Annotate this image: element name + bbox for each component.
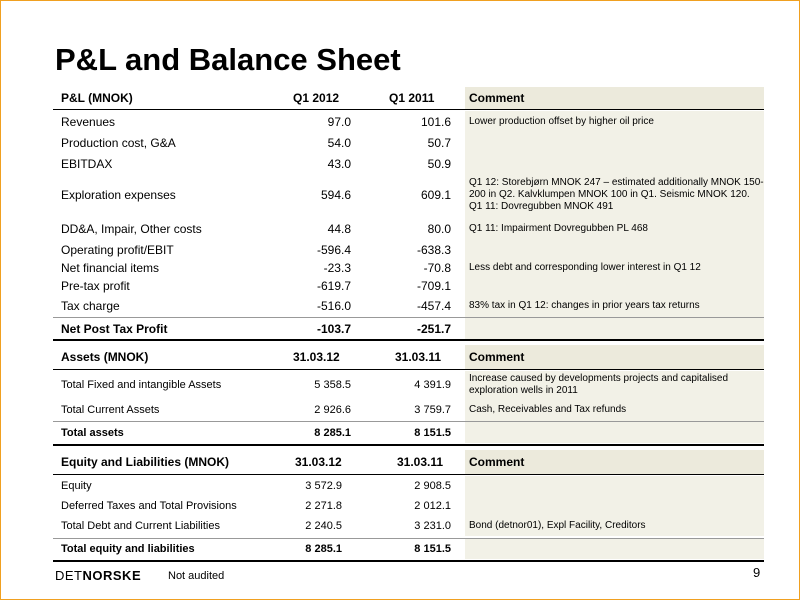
- equity-table: [53, 450, 764, 560]
- row-label: Total Debt and Current Liabilities: [61, 520, 220, 532]
- audit-note: Not audited: [168, 570, 225, 582]
- value-q1-2011: 50.9: [427, 156, 451, 171]
- equity-header-comment: Comment: [465, 450, 764, 474]
- row-comment: [465, 476, 764, 496]
- value-q1-2011: 609.1: [420, 188, 451, 202]
- value-q1-2011: -70.8: [423, 261, 451, 275]
- pl-header-label: P&L (MNOK): [61, 91, 133, 105]
- pl-row: [53, 277, 764, 295]
- row-comment: 83% tax in Q1 12: changes in prior years tax returns: [465, 295, 764, 317]
- total-comment: [465, 318, 764, 339]
- row-comment: Q1 12: Storebjørn MNOK 247 – estimated additionally MNOK 150- 200 in Q2. Kalvklumpen MNOK 100 in Q1. Seismic MNOK 120. Q1 11: Dovregubben MNOK 491: [465, 174, 764, 216]
- row-comment: [465, 277, 764, 295]
- value-31-03-11: 3 759.7: [414, 404, 451, 416]
- value-31-03-11: 2 012.1: [414, 500, 451, 512]
- value-31-03-11: 2 908.5: [414, 480, 451, 492]
- total-label: Total equity and liabilities: [61, 543, 195, 555]
- row-label: Total Fixed and intangible Assets: [61, 379, 222, 391]
- section-rule: [53, 339, 764, 341]
- logo-text-norske: NORSKE: [82, 568, 142, 583]
- company-logo: [55, 568, 141, 583]
- total-31-03-11: 8 151.5: [414, 543, 451, 555]
- assets-row: [53, 399, 764, 421]
- pl-row: [53, 132, 764, 153]
- row-label: Deferred Taxes and Total Provisions: [61, 500, 237, 512]
- row-label: Tax charge: [61, 299, 120, 313]
- pl-header-q1-2011: Q1 2011: [389, 91, 435, 105]
- value-31-03-11: 3 231.0: [414, 520, 451, 532]
- row-comment: Bond (detnor01), Expl Facility, Creditors: [465, 516, 764, 536]
- row-comment: Less debt and corresponding lower interest in Q1 12: [465, 259, 764, 277]
- pl-header-comment: Comment: [465, 87, 764, 109]
- value-31-03-12: 3 572.9: [305, 480, 342, 492]
- section-rule: [53, 444, 764, 446]
- row-label: Revenues: [61, 114, 116, 129]
- row-label: Net financial items: [61, 261, 160, 275]
- row-comment: [465, 496, 764, 516]
- row-label: Production cost, G&A: [61, 135, 176, 150]
- equity-header-row: [53, 450, 764, 474]
- row-label: EBITDAX: [61, 156, 113, 171]
- page-title: P&L and Balance Sheet: [55, 42, 401, 77]
- row-comment: Q1 11: Impairment Dovregubben PL 468: [465, 216, 764, 241]
- value-q1-2012: -23.3: [323, 261, 351, 275]
- equity-header-date-2: 31.03.11: [397, 455, 444, 469]
- value-q1-2012: -619.7: [316, 279, 351, 293]
- assets-header-date-1: 31.03.12: [293, 350, 340, 364]
- row-label: DD&A, Impair, Other costs: [61, 221, 202, 236]
- value-31-03-12: 2 240.5: [305, 520, 342, 532]
- equity-row: [53, 476, 764, 496]
- total-q1-2011: -251.7: [416, 321, 451, 336]
- page-number: 9: [753, 565, 761, 580]
- row-label: Equity: [61, 480, 92, 492]
- value-31-03-11: 4 391.9: [414, 379, 451, 391]
- value-q1-2011: -638.3: [416, 243, 451, 257]
- assets-header-row: [53, 345, 764, 369]
- row-comment: Cash, Receivables and Tax refunds: [465, 399, 764, 421]
- pl-table: [53, 87, 764, 339]
- equity-header-label: Equity and Liabilities (MNOK): [61, 455, 230, 469]
- assets-header-rule: [53, 369, 764, 370]
- value-q1-2011: 80.0: [427, 221, 451, 236]
- value-q1-2012: 97.0: [327, 114, 351, 129]
- equity-row: [53, 516, 764, 536]
- row-label: Pre-tax profit: [61, 279, 130, 293]
- value-q1-2012: -516.0: [316, 299, 351, 313]
- row-label: Total Current Assets: [61, 404, 160, 416]
- assets-row: [53, 371, 764, 399]
- row-comment: [465, 132, 764, 153]
- total-label: Net Post Tax Profit: [61, 321, 168, 336]
- total-label: Total assets: [61, 426, 124, 439]
- value-31-03-12: 2 926.6: [314, 404, 351, 416]
- value-q1-2012: -596.4: [316, 243, 351, 257]
- total-31-03-11: 8 151.5: [414, 426, 451, 439]
- pl-total-row: [53, 318, 764, 339]
- logo-text-det: DET: [55, 568, 83, 583]
- pl-row: [53, 216, 764, 241]
- value-31-03-12: 5 358.5: [314, 379, 351, 391]
- assets-header-date-2: 31.03.11: [395, 350, 442, 364]
- pl-header-q1-2012: Q1 2012: [293, 91, 340, 105]
- assets-header-comment: Comment: [465, 345, 764, 369]
- value-q1-2011: -709.1: [416, 279, 451, 293]
- pl-row: [53, 241, 764, 259]
- total-comment: [465, 539, 764, 559]
- equity-total-row: [53, 539, 764, 559]
- assets-total-row: [53, 422, 764, 443]
- section-rule: [53, 560, 764, 562]
- equity-header-date-1: 31.03.12: [295, 455, 342, 469]
- value-q1-2012: 44.8: [327, 221, 351, 236]
- value-q1-2012: 43.0: [327, 156, 351, 171]
- equity-row: [53, 496, 764, 516]
- assets-table: [53, 345, 764, 443]
- row-label: Operating profit/EBIT: [61, 243, 174, 257]
- row-comment: [465, 241, 764, 259]
- pl-header-row: [53, 87, 764, 109]
- row-comment: Lower production offset by higher oil price: [465, 111, 764, 132]
- total-31-03-12: 8 285.1: [314, 426, 351, 439]
- total-q1-2012: -103.7: [316, 321, 351, 336]
- value-q1-2011: -457.4: [416, 299, 451, 313]
- pl-row: [53, 295, 764, 317]
- row-comment: Increase caused by developments projects and capitalised exploration wells in 2011: [465, 371, 764, 399]
- pl-row: [53, 153, 764, 174]
- row-label: Exploration expenses: [61, 188, 176, 202]
- equity-header-rule: [53, 474, 764, 475]
- row-comment: [465, 153, 764, 174]
- value-31-03-12: 2 271.8: [305, 500, 342, 512]
- pl-row: [53, 174, 764, 216]
- value-q1-2012: 54.0: [327, 135, 351, 150]
- value-q1-2012: 594.6: [320, 188, 351, 202]
- total-comment: [465, 422, 764, 443]
- total-31-03-12: 8 285.1: [305, 543, 342, 555]
- pl-header-rule: [53, 109, 764, 110]
- value-q1-2011: 50.7: [427, 135, 451, 150]
- pl-row: [53, 259, 764, 277]
- value-q1-2011: 101.6: [420, 114, 451, 129]
- assets-header-label: Assets (MNOK): [61, 350, 149, 364]
- pl-row: [53, 111, 764, 132]
